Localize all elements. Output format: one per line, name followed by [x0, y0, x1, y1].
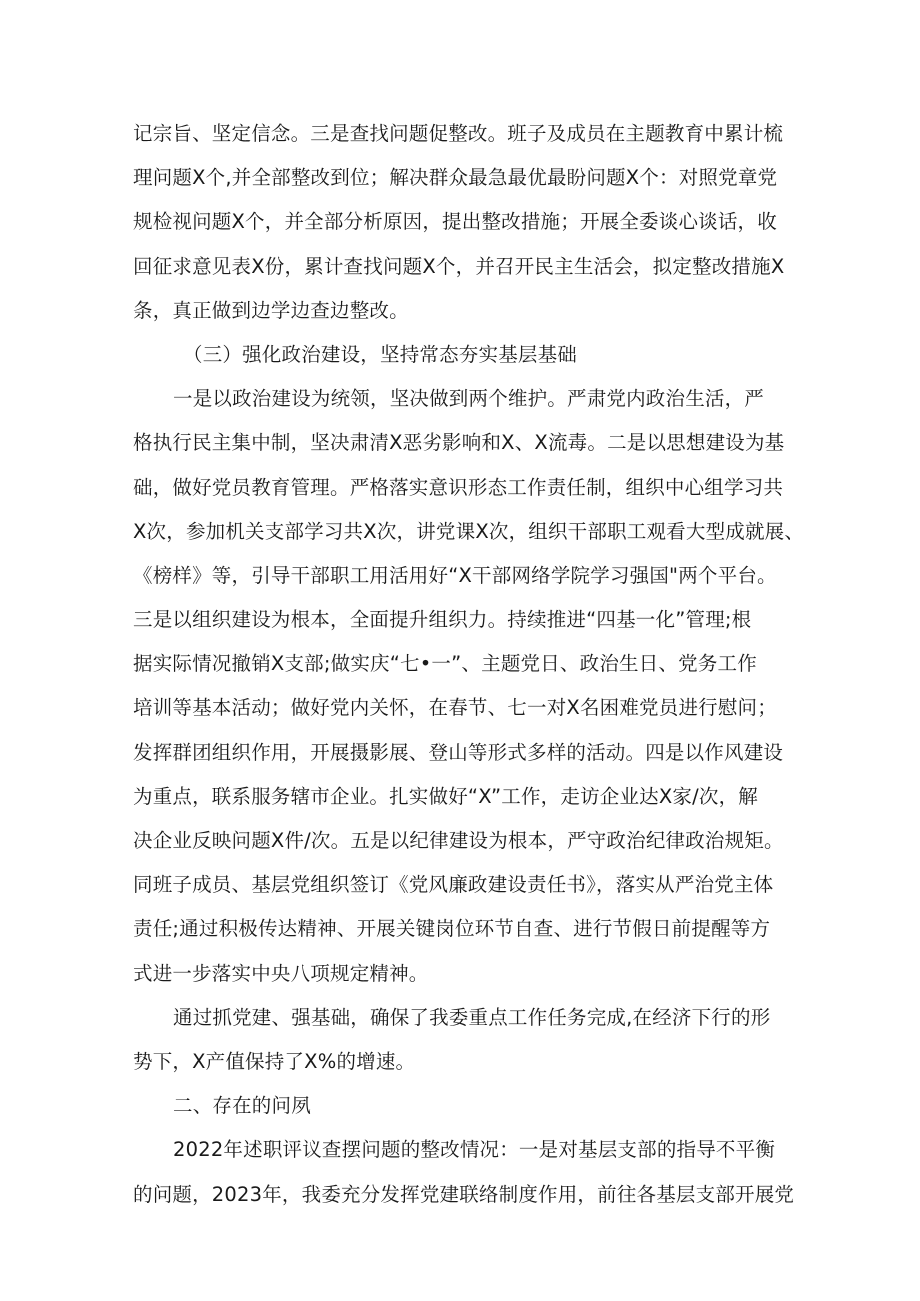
text-line: 记宗旨、坚定信念。三是查找问题促整改。班子及成员在主题教育中累计梳 [133, 122, 784, 145]
text-line: 式进一步落实中央八项规定精神。 [133, 961, 429, 985]
text-line: 三是以组织建设为根本，全面提升组织力。持续推进“四基一化”管理;根 [133, 608, 752, 632]
text-line: 回征求意见表X份，累计查找问题X个，并召开民主生活会，拟定整改措施X [133, 254, 785, 278]
text-line: 2022年述职评议查摆问题的整改情况：一是对基层支部的指导不平衡 [173, 1138, 776, 1162]
text-line: 为重点，联系服务辖市企业。扎实做好“X”工作，走访企业达X家/次，解 [133, 784, 759, 808]
text-line: 规检视问题X个，并全部分析原因，提出整改措施；开展全委谈心谈话，收 [133, 210, 777, 234]
text-line: 础，做好党员教育管理。严格落实意识形态工作责任制，组织中心组学习共 [133, 475, 784, 499]
text-line: 条，真正做到边学边查边整改。 [133, 298, 409, 322]
text-line: 发挥群团组织作用，开展摄影展、登山等形式多样的活动。四是以作风建设 [133, 740, 784, 764]
text-line: 《榜样》等，引导干部职工用活用好“X干部网络学院学习强国"两个平台。 [133, 563, 777, 587]
text-line: 理问题X个,并全部整改到位；解决群众最急最优最盼问题X个：对照党章党 [133, 166, 778, 190]
section-heading: 二、存在的问夙 [173, 1094, 311, 1118]
text-line: 决企业反映问题X件/次。五是以纪律建设为根本，严守政治纪律政治规矩。 [133, 829, 784, 852]
text-line: 一是以政治建设为统领，坚决做到两个维护。严肃党内政治生活，严 [173, 387, 765, 411]
text-line: 的问题，2023年，我委充分发挥党建联络制度作用，前往各基层支部开展党 [133, 1182, 795, 1206]
text-line: 同班子成员、基层党组织签订《党风廉政建设责任书》，落实从严治党主体 [133, 873, 774, 897]
text-line: 势下，X产值保持了X%的增速。 [133, 1049, 416, 1073]
document-body [133, 112, 805, 1217]
text-line: 格执行民主集中制，坚决肃清X恶劣影响和X、X流毒。二是以思想建设为基 [133, 431, 785, 455]
text-line: 据实际情况撤销X支部;做实庆“七•一”、主题党日、政治生日、党务工作 [133, 652, 757, 676]
section-heading: （三）强化政治建设，坚持常态夯实基层基础 [183, 342, 578, 366]
text-line: 责任;通过积极传达精神、开展关键岗位环节自查、进行节假日前提醒等方 [133, 917, 771, 941]
text-line: X次，参加机关支部学习共X次，讲党课X次，组织干部职工观看大型成就展、 [133, 519, 805, 543]
text-line: 培训等基本活动；做好党内关怀，在春节、七一对X名困难党员进行慰问； [133, 696, 777, 720]
text-line: 通过抓党建、强基础，确保了我委重点工作任务完成,在经济下行的形 [173, 1005, 771, 1029]
